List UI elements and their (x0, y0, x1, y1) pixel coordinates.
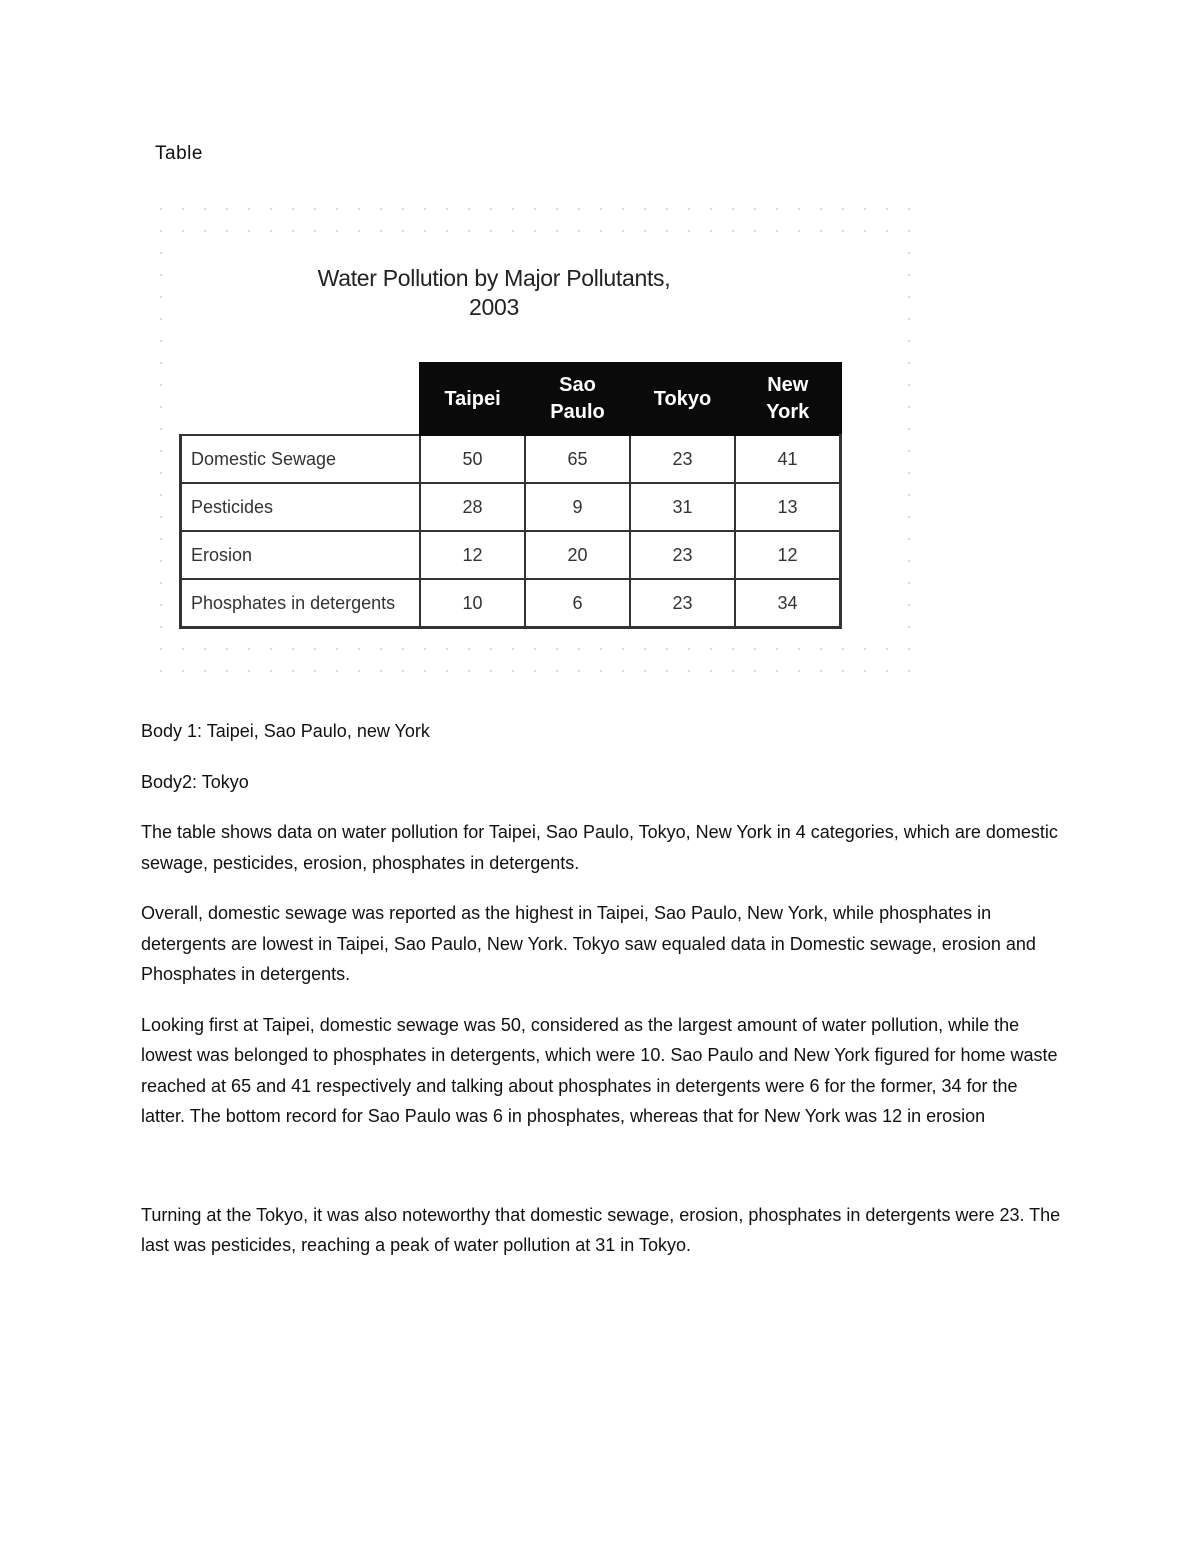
table-header-blank (181, 363, 421, 435)
table-figure (150, 198, 922, 682)
paragraph-outline-body2: Body2: Tokyo (141, 771, 249, 792)
figure-title (164, 264, 824, 322)
column-header-sao-paulo-text: Sao Paulo (550, 374, 605, 423)
table-figure-content (164, 238, 904, 648)
table-cell: 23 (630, 579, 735, 628)
table-cell: 20 (525, 531, 630, 579)
column-header-taipei: Taipei (420, 363, 525, 435)
paragraph-outline-body1: Body 1: Taipei, Sao Paulo, new York (141, 721, 430, 741)
figure-title-line-1: Water Pollution by Major Pollutants, (317, 265, 671, 291)
figure-title-line-2: 2003 (469, 294, 519, 320)
table-row (181, 531, 841, 579)
paragraph-overview: Overall, domestic sewage was reported as the highest in Taipei, Sao Paulo, New York, while phosphates in detergents are lowest in Taipei, Sao Paulo, New York. Tokyo saw equaled data in Domestic sewage, erosion and Phosphates in detergents. (141, 903, 1036, 984)
table-row (181, 435, 841, 483)
table-header-row (181, 363, 841, 435)
pollution-table (179, 362, 842, 629)
column-header-sao-paulo (525, 363, 630, 435)
table-row (181, 579, 841, 628)
row-label-phosphates: Phosphates in detergents (181, 579, 421, 628)
table-cell: 12 (420, 531, 525, 579)
column-header-new-york (735, 363, 841, 435)
table-cell: 41 (735, 435, 841, 483)
paragraph-introduction: The table shows data on water pollution for Taipei, Sao Paulo, Tokyo, New York in 4 categories, which are domestic sewage, pesticides, erosion, phosphates in detergents. (141, 822, 1058, 873)
section-heading: Table (155, 143, 203, 164)
essay-body (141, 716, 1061, 1281)
table-cell: 34 (735, 579, 841, 628)
row-label-erosion: Erosion (181, 531, 421, 579)
table-row (181, 483, 841, 531)
table-cell: 28 (420, 483, 525, 531)
row-label-domestic-sewage: Domestic Sewage (181, 435, 421, 483)
table-cell: 9 (525, 483, 630, 531)
table-cell: 12 (735, 531, 841, 579)
table-cell: 23 (630, 435, 735, 483)
paragraph-body-1: Looking first at Taipei, domestic sewage was 50, considered as the largest amount of water pollution, while the lowest was belonged to phosphates in detergents, which were 10. Sao Paulo and New York figured for home waste reached at 65 and 41 respectively and talking about phosphates in detergents were 6 for the former, 34 for the latter. The bottom record for Sao Paulo was 6 in phosphates, whereas that for New York was 12 in erosion (141, 1014, 1058, 1126)
table-cell: 13 (735, 483, 841, 531)
table-cell: 50 (420, 435, 525, 483)
column-header-tokyo: Tokyo (630, 363, 735, 435)
table-cell: 10 (420, 579, 525, 628)
paragraph-body-2: Turning at the Tokyo, it was also noteworthy that domestic sewage, erosion, phosphates in detergents were 23. The last was pesticides, reaching a peak of water pollution at 31 in Tokyo. (141, 1204, 1061, 1255)
table-cell: 6 (525, 579, 630, 628)
column-header-new-york-text: New York (766, 374, 810, 423)
table-cell: 65 (525, 435, 630, 483)
table-cell: 31 (630, 483, 735, 531)
table-cell: 23 (630, 531, 735, 579)
row-label-pesticides: Pesticides (181, 483, 421, 531)
